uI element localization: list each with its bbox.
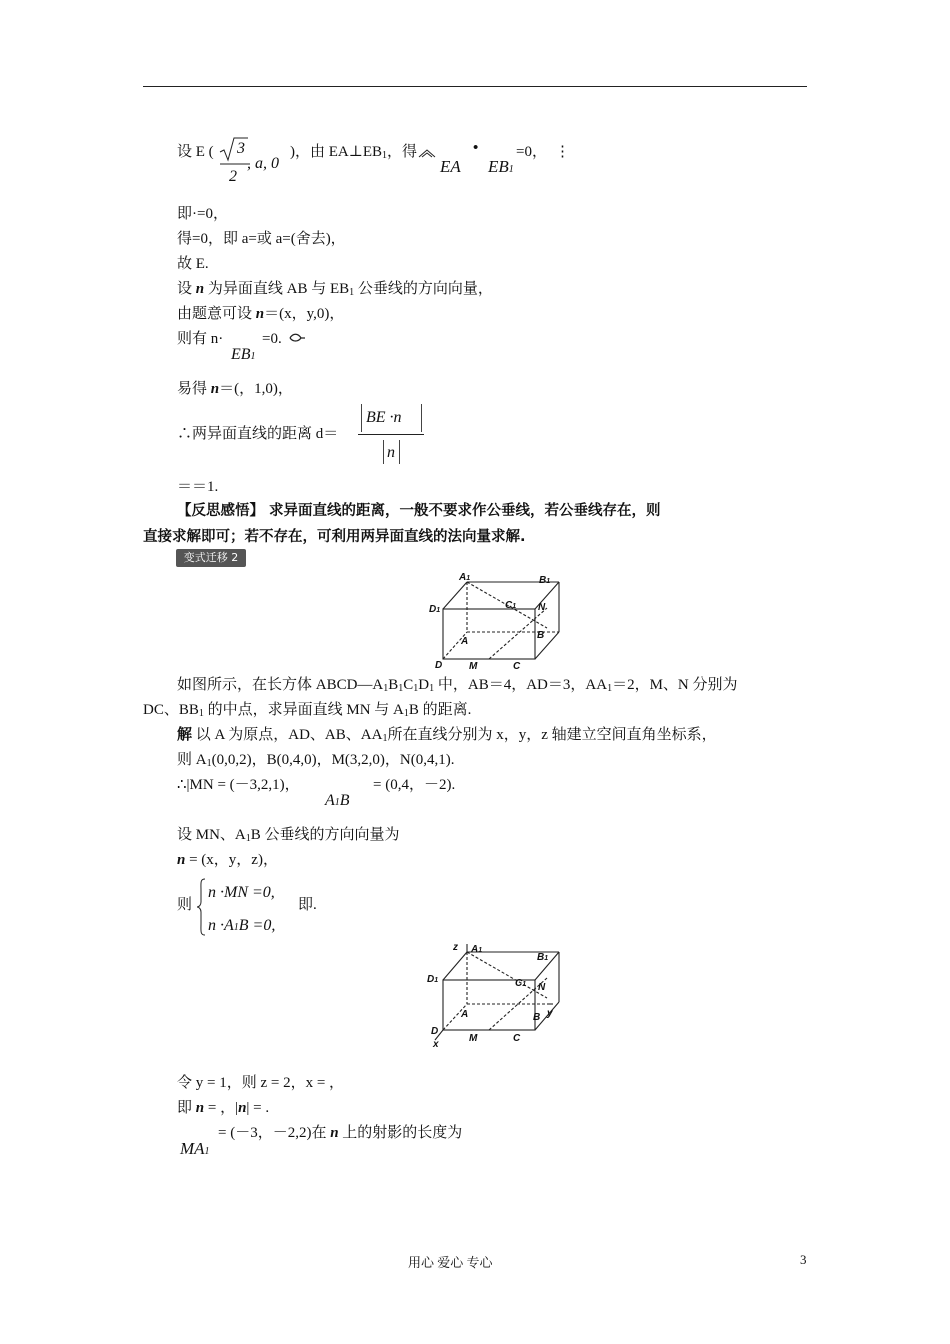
label-a1: A1 bbox=[459, 572, 471, 583]
line-4: 故 E. bbox=[177, 256, 209, 272]
label-a: A bbox=[461, 636, 469, 647]
solution-line-5: n = (x，y，z)， bbox=[177, 852, 278, 868]
solution-ji: 即. bbox=[298, 897, 317, 913]
reflection-line-1: 【反思感悟】 求异面直线的距离，一般不要求作公垂线，若公垂线存在，则 bbox=[177, 503, 661, 519]
cuboid-figure-1 bbox=[425, 570, 565, 675]
distance-numerator: BE ·n bbox=[366, 409, 402, 426]
label-b-2: B bbox=[533, 1012, 541, 1023]
abs-bar-left bbox=[361, 404, 362, 432]
therefore-dots: ⋮ bbox=[555, 144, 570, 160]
label-c1: C1 bbox=[505, 600, 517, 611]
tail-line-1: 令 y = 1，则 z = 2，x = ， bbox=[177, 1075, 345, 1091]
label-c-2: C bbox=[513, 1033, 521, 1044]
label-d1: D1 bbox=[429, 604, 441, 615]
distance-denominator: n bbox=[387, 444, 395, 461]
cuboid-figure-2 bbox=[425, 940, 565, 1050]
solution-line-2: 则 $A_1(0,0,2)$，B(0,4,0)，M(3,2,0)，N(0,4,1). bbox=[177, 752, 455, 769]
solution-then: 则 bbox=[177, 897, 193, 913]
line-10: ＝＝1. bbox=[177, 479, 219, 495]
coords-a0: , a, 0 bbox=[247, 155, 279, 172]
line-1: 设 E ( bbox=[177, 144, 214, 160]
header-rule bbox=[143, 86, 807, 87]
fraction-bar bbox=[358, 434, 424, 435]
label-m-2: M bbox=[469, 1033, 478, 1044]
label-a1-2: A1 bbox=[471, 944, 483, 955]
label-n-2: N bbox=[538, 982, 546, 993]
label-m: M bbox=[469, 661, 478, 672]
abs-bar-den-right bbox=[399, 440, 400, 464]
label-b1-2: B1 bbox=[537, 952, 549, 963]
line-6: 由题意可设 n＝(x，y,0)， bbox=[177, 306, 345, 322]
problem-line-2: DC、$BB_1$ 的中点，求异面直线 MN 与 $A_1B$ 的距离. bbox=[143, 702, 472, 719]
variant-badge: 变式迁移 2 bbox=[176, 549, 246, 567]
tail-line-3: = (－3，－2,2)在 n 上的射影的长度为 bbox=[218, 1125, 463, 1141]
line-8: 易得 n＝(，1,0)， bbox=[177, 381, 293, 397]
line-9: ∴两异面直线的距离 d＝ bbox=[177, 426, 339, 442]
fraction-denominator: 2 bbox=[229, 168, 237, 185]
line-7-eq: =0. bbox=[262, 331, 282, 347]
vector-a1b: A1B bbox=[325, 792, 350, 809]
axis-x-label: x bbox=[433, 1039, 439, 1050]
line-5: 设 n 为异面直线 AB 与 $EB_1$ 公垂线的方向向量， bbox=[177, 281, 493, 298]
line-2: 即·=0， bbox=[177, 206, 228, 222]
solution-line-4: 设 MN、$A_1B$ 公垂线的方向向量为 bbox=[177, 827, 400, 844]
arrow-curve-icon bbox=[288, 332, 306, 344]
vector-ea: EA bbox=[440, 157, 461, 176]
vector-eb1: EB1 bbox=[488, 157, 514, 176]
label-n: N bbox=[538, 602, 546, 613]
label-d-2: D bbox=[431, 1026, 439, 1037]
system-row-2: n ·A1B =0, bbox=[208, 917, 276, 934]
axis-z-label: z bbox=[453, 942, 458, 953]
footer-text: 用心 爱心 专心 bbox=[408, 1255, 493, 1270]
brace-icon bbox=[196, 877, 206, 937]
label-b1: B1 bbox=[539, 575, 551, 586]
solution-line-3b: = (0,4，－2). bbox=[373, 777, 456, 793]
abs-bar-right bbox=[421, 404, 422, 432]
solution-line-3: ∴|MN = (－3,2,1)， bbox=[177, 777, 300, 793]
vector-ma1: MA1 bbox=[180, 1139, 210, 1158]
abs-bar-den-left bbox=[383, 440, 384, 464]
axis-y-label: y bbox=[547, 1008, 553, 1019]
label-d1-2: D1 bbox=[427, 974, 439, 985]
solution-line-1: 解 以 A 为原点，AD、AB、$AA_1$所在直线分别为 x，y，z 轴建立空间直角坐标系， bbox=[177, 727, 717, 744]
problem-line-1: 如图所示，在长方体 $ABCD—A_1B_1C_1D_1$ 中，AB＝4，AD＝3，$AA_1=2$，M、N 分别为 bbox=[177, 677, 738, 694]
reflection-line-2: 直接求解即可；若不存在，可利用两异面直线的法向量求解. bbox=[143, 529, 526, 545]
label-c: C bbox=[513, 661, 521, 672]
label-a-2: A bbox=[461, 1009, 469, 1020]
label-d: D bbox=[435, 660, 443, 671]
equals-zero: =0， bbox=[516, 144, 547, 160]
sqrt-radicand: 3 bbox=[237, 140, 245, 157]
line-3: 得=0，即 a=或 a=(舍去)， bbox=[177, 231, 346, 247]
dot-product: • bbox=[473, 140, 479, 156]
tail-line-2: 即 n = ，|n| = . bbox=[177, 1100, 270, 1116]
system-row-1: n ·MN =0, bbox=[208, 884, 275, 901]
vector-eb1-b: EB1 bbox=[231, 346, 256, 363]
label-c1-2: C1 bbox=[515, 978, 527, 989]
page-number: 3 bbox=[800, 1252, 807, 1267]
line-1-condition: )，由 $EA\perp EB_1$，得 bbox=[290, 144, 418, 161]
label-b: B bbox=[537, 630, 545, 641]
vector-arrow-icon bbox=[418, 148, 436, 158]
line-7: 则有 n· bbox=[177, 331, 224, 347]
